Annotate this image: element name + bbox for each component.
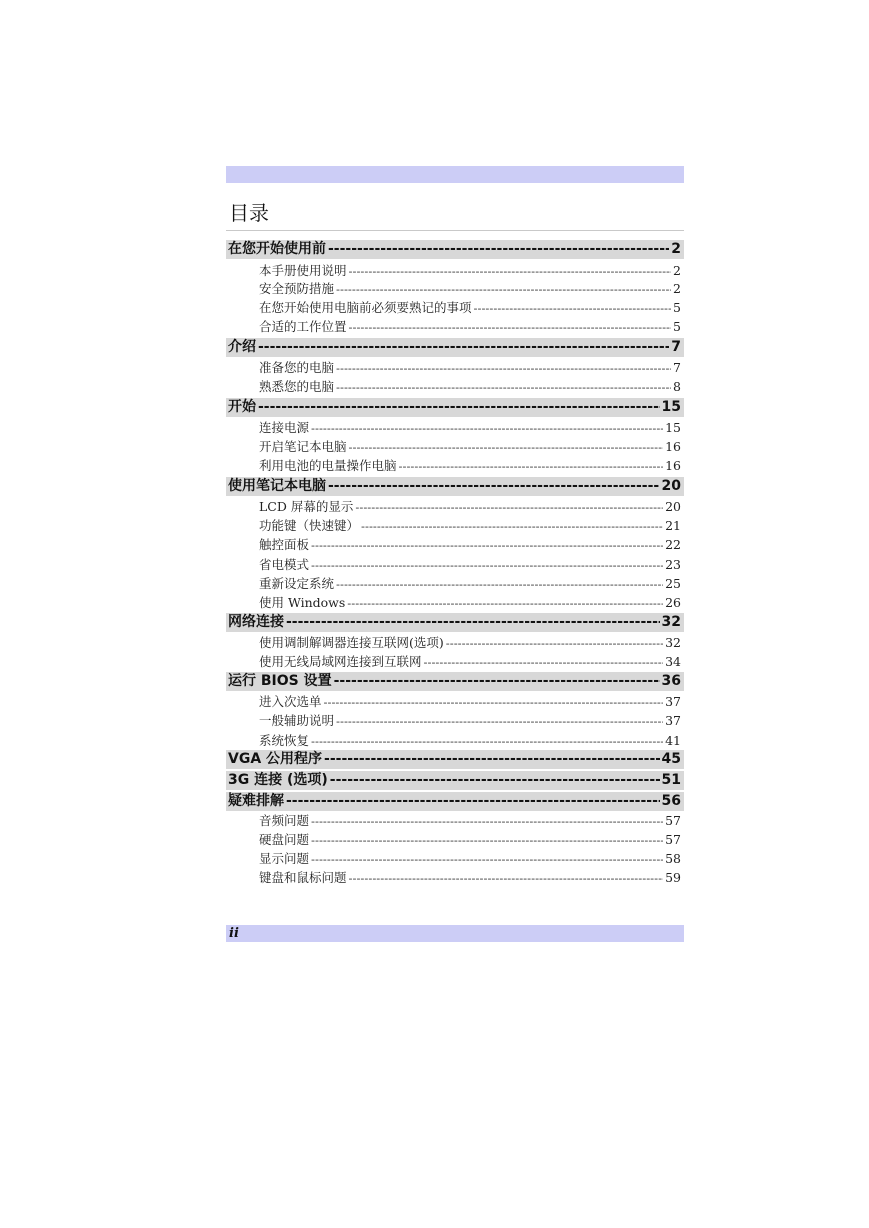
toc-section-entry[interactable]	[226, 358, 684, 377]
toc-dot-leader	[347, 594, 663, 612]
toc-entry-page: 37	[665, 694, 681, 709]
toc-section-entry[interactable]	[226, 555, 684, 574]
toc-entry-title: 使用笔记本电脑	[228, 478, 326, 494]
toc-entry-title: 网络连接	[228, 614, 284, 630]
toc-entry-page: 32	[665, 635, 681, 650]
toc-section-entry[interactable]	[226, 298, 684, 317]
toc-section-entry[interactable]	[226, 652, 684, 671]
toc-entry-title: 显示问题	[259, 851, 310, 866]
toc-dot-leader	[311, 419, 663, 437]
toc-entry-page: 57	[665, 813, 681, 828]
toc-entry-page: 59	[665, 870, 681, 885]
toc-dot-leader	[311, 536, 663, 554]
toc-entry-title: 准备您的电脑	[259, 360, 335, 375]
toc-dot-leader	[399, 457, 664, 475]
toc-section-entry[interactable]	[226, 261, 684, 280]
toc-chapter-entry[interactable]	[226, 240, 684, 259]
toc-entry-page: 26	[665, 595, 681, 610]
toc-entry-title: 合适的工作位置	[259, 319, 347, 334]
toc-section-entry[interactable]	[226, 830, 684, 849]
toc-section-entry[interactable]	[226, 535, 684, 554]
toc-entry-title: 3G 连接 (选项)	[228, 772, 328, 788]
toc-dot-leader	[311, 556, 663, 574]
toc-section-entry[interactable]	[226, 711, 684, 730]
toc-section-entry[interactable]	[226, 456, 684, 475]
toc-entry-title: 使用 Windows	[259, 595, 346, 610]
toc-entry-page: 2	[671, 241, 681, 257]
toc-entry-title: 疑难排解	[228, 793, 284, 809]
toc-entry-title: 利用电池的电量操作电脑	[259, 458, 397, 473]
toc-dot-leader	[311, 732, 663, 750]
toc-entry-title: 介绍	[228, 339, 256, 355]
toc-entry-title: 硬盘问题	[259, 832, 310, 847]
toc-chapter-entry[interactable]	[226, 477, 684, 496]
toc-dot-leader	[474, 299, 672, 317]
page-number: ii	[229, 926, 239, 941]
toc-dot-leader	[349, 318, 672, 336]
toc-entry-title: 连接电源	[259, 420, 310, 435]
toc-entry-title: 触控面板	[259, 537, 310, 552]
toc-entry-title: 在您开始使用前	[228, 241, 326, 257]
toc-section-entry[interactable]	[226, 731, 684, 750]
toc-entry-page: 2	[673, 281, 681, 296]
toc-dot-leader	[349, 438, 664, 456]
toc-dot-leader	[424, 653, 664, 671]
toc-chapter-entry[interactable]	[226, 792, 684, 811]
toc-dot-leader	[334, 672, 660, 691]
toc-section-entry[interactable]	[226, 593, 684, 612]
toc-dot-leader	[330, 771, 660, 790]
toc-entry-page: 25	[665, 576, 681, 591]
toc-entry-page: 21	[665, 518, 681, 533]
toc-entry-page: 41	[665, 733, 681, 748]
toc-entry-page: 56	[661, 793, 681, 809]
toc-entry-page: 23	[665, 557, 681, 572]
toc-dot-leader	[258, 398, 660, 417]
title-divider	[226, 230, 684, 231]
toc-entry-page: 2	[673, 263, 681, 278]
toc-chapter-entry[interactable]	[226, 398, 684, 417]
toc-chapter-entry[interactable]	[226, 338, 684, 357]
toc-entry-title: 熟悉您的电脑	[259, 379, 335, 394]
toc-section-entry[interactable]	[226, 574, 684, 593]
toc-dot-leader	[286, 792, 660, 811]
toc-entry-page: 45	[661, 751, 681, 767]
toc-entry-title: 开启笔记本电脑	[259, 439, 347, 454]
toc-dot-leader	[349, 262, 672, 280]
toc-entry-page: 7	[671, 339, 681, 355]
toc-dot-leader	[336, 712, 663, 730]
toc-chapter-entry[interactable]	[226, 613, 684, 632]
toc-section-entry[interactable]	[226, 633, 684, 652]
toc-entry-page: 16	[665, 439, 681, 454]
toc-entry-page: 16	[665, 458, 681, 473]
page-title: 目录	[229, 201, 269, 225]
toc-dot-leader	[311, 812, 663, 830]
toc-entry-page: 7	[673, 360, 681, 375]
toc-entry-title: 省电模式	[259, 557, 310, 572]
toc-section-entry[interactable]	[226, 516, 684, 535]
toc-dot-leader	[446, 634, 663, 652]
toc-dot-leader	[336, 280, 671, 298]
toc-dot-leader	[311, 850, 663, 868]
toc-entry-title: 一般辅助说明	[259, 713, 335, 728]
toc-entry-title: LCD 屏幕的显示	[259, 499, 354, 514]
toc-entry-title: 安全预防措施	[259, 281, 335, 296]
toc-entry-title: 在您开始使用电脑前必须要熟记的事项	[259, 300, 472, 315]
toc-section-entry[interactable]	[226, 692, 684, 711]
toc-dot-leader	[328, 477, 660, 496]
toc-section-entry[interactable]	[226, 811, 684, 830]
toc-entry-page: 5	[673, 300, 681, 315]
toc-entry-title: 使用调制解调器连接互联网(选项)	[259, 635, 444, 650]
toc-dot-leader	[286, 613, 660, 632]
toc-entry-page: 5	[673, 319, 681, 334]
toc-entry-title: 运行 BIOS 设置	[228, 673, 332, 689]
toc-entry-page: 36	[661, 673, 681, 689]
toc-entry-page: 20	[665, 499, 681, 514]
toc-dot-leader	[355, 498, 663, 516]
toc-entry-page: 20	[661, 478, 681, 494]
toc-section-entry[interactable]	[226, 437, 684, 456]
toc-entry-title: 键盘和鼠标问题	[259, 870, 347, 885]
toc-entry-title: 使用无线局域网连接到互联网	[259, 654, 422, 669]
toc-entry-page: 37	[665, 713, 681, 728]
toc-entry-page: 8	[673, 379, 681, 394]
toc-dot-leader	[336, 378, 671, 396]
toc-entry-page: 51	[661, 772, 681, 788]
header-band	[226, 166, 684, 183]
toc-entry-page: 22	[665, 537, 681, 552]
toc-entry-page: 57	[665, 832, 681, 847]
toc-section-entry[interactable]	[226, 377, 684, 396]
toc-entry-title: 开始	[228, 399, 256, 415]
toc-entry-title: 本手册使用说明	[259, 263, 347, 278]
toc-chapter-entry[interactable]	[226, 672, 684, 691]
toc-chapter-entry[interactable]	[226, 771, 684, 790]
toc-dot-leader	[324, 693, 664, 711]
toc-dot-leader	[258, 338, 669, 357]
toc-section-entry[interactable]	[226, 317, 684, 336]
toc-section-entry[interactable]	[226, 868, 684, 887]
toc-entry-page: 15	[661, 399, 681, 415]
toc-section-entry[interactable]	[226, 418, 684, 437]
toc-dot-leader	[336, 359, 671, 377]
toc-entry-title: 系统恢复	[259, 733, 310, 748]
toc-entry-page: 58	[665, 851, 681, 866]
toc-entry-page: 32	[661, 614, 681, 630]
toc-entry-page: 34	[665, 654, 681, 669]
toc-entry-title: 重新设定系统	[259, 576, 335, 591]
toc-entry-title: 功能键（快速键）	[259, 518, 360, 533]
toc-dot-leader	[349, 869, 664, 887]
toc-section-entry[interactable]	[226, 497, 684, 516]
toc-dot-leader	[361, 517, 663, 535]
toc-dot-leader	[336, 575, 663, 593]
toc-entry-title: 音频问题	[259, 813, 310, 828]
toc-section-entry[interactable]	[226, 279, 684, 298]
toc-chapter-entry[interactable]	[226, 750, 684, 769]
toc-entry-title: 进入次选单	[259, 694, 322, 709]
toc-dot-leader	[328, 240, 669, 259]
toc-entry-page: 15	[665, 420, 681, 435]
toc-dot-leader	[311, 831, 663, 849]
toc-entry-title: VGA 公用程序	[228, 751, 323, 767]
footer-band	[226, 925, 684, 942]
toc-section-entry[interactable]	[226, 849, 684, 868]
toc-dot-leader	[324, 750, 659, 769]
